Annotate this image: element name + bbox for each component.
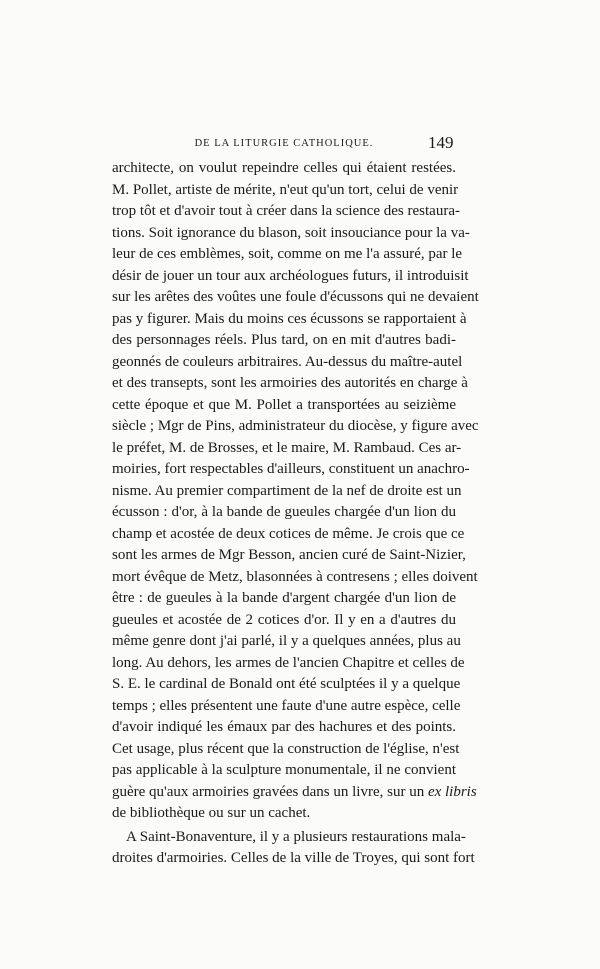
text-fragment: guère qu'aux armoiries gravées dans un livre, sur un bbox=[112, 783, 425, 800]
text-line: Cet usage, plus récent que la construction de l'église, n'est bbox=[112, 740, 460, 757]
text-line: mort évêque de Metz, blasonnées à contresens ; elles doivent bbox=[112, 568, 478, 585]
paragraph-first-line: A Saint-Bonaventure, il y a plusieurs restaurations mala- bbox=[126, 828, 466, 845]
text-line: droites d'armoiries. Celles de la ville de Troyes, qui sont fort bbox=[112, 850, 475, 866]
text-line: désir de jouer un tour aux archéologues futurs, il introduisit bbox=[112, 267, 469, 284]
text-line: siècle ; Mgr de Pins, administrateur du diocèse, y figure avec bbox=[112, 418, 479, 434]
text-line: architecte, on voulut repeindre celles qui étaient restées. bbox=[112, 160, 456, 176]
body-text bbox=[112, 158, 479, 870]
text-line: moiries, fort respectables d'ailleurs, constituent un anachro- bbox=[112, 461, 470, 477]
page-number: 149 bbox=[428, 133, 454, 152]
text-line: de bibliothèque ou sur un cachet. bbox=[112, 805, 311, 821]
text-line: pas applicable à la sculpture monumentale, il ne convient bbox=[112, 762, 456, 778]
text-line: gueules et acostée de 2 cotices d'or. Il y en a d'autres du bbox=[112, 611, 456, 628]
text-line: M. Pollet, artiste de mérite, n'eut qu'un tort, celui de venir bbox=[112, 181, 459, 198]
text-line: être : de gueules à la bande d'argent chargée d'un lion de bbox=[112, 590, 456, 606]
text-line: écusson : d'or, à la bande de gueules chargée d'un lion du bbox=[112, 504, 456, 520]
text-line: d'avoir indiqué les émaux par des hachures et des points. bbox=[112, 719, 456, 735]
text-line: sur les arêtes des voûtes une foule d'écussons qui ne devaient bbox=[112, 289, 479, 305]
text-line: et des transepts, sont les armoiries des autorités en charge à bbox=[112, 375, 468, 391]
ex-libris-italic: ex libris bbox=[427, 783, 477, 800]
text-line: temps ; elles présentent une faute d'une autre espèce, celle bbox=[112, 697, 461, 714]
text-line: long. Au dehors, les armes de l'ancien Chapitre et celles de bbox=[112, 654, 465, 671]
text-line: cette époque et que M. Pollet a transportées au seizième bbox=[112, 396, 456, 413]
text-line: pas y figurer. Mais du moins ces écussons se rapportaient à bbox=[112, 310, 467, 327]
text-line: leur de ces emblèmes, soit, comme on me l'a assuré, par le bbox=[112, 246, 463, 262]
text-line: sont les armes de Mgr Besson, ancien curé de Saint-Nizier, bbox=[112, 547, 466, 563]
text-line: nisme. Au premier compartiment de la nef de droite est un bbox=[112, 482, 462, 499]
text-line: champ et acostée de deux cotices de même. Je crois que ce bbox=[112, 525, 465, 542]
running-title: DE LA LITURGIE CATHOLIQUE. bbox=[194, 138, 374, 149]
text-line: le préfet, M. de Brosses, et le maire, M. Rambaud. Ces ar- bbox=[112, 439, 462, 456]
text-line: geonnés de couleurs arbitraires. Au-dessus du maître-autel bbox=[112, 353, 463, 370]
text-line: tions. Soit ignorance du blason, soit insouciance pour la va- bbox=[112, 224, 470, 241]
text-line: même genre dont j'ai parlé, il y a quelques années, plus au bbox=[112, 633, 461, 649]
text-line: S. E. le cardinal de Bonald ont été sculptées il y a quelque bbox=[112, 676, 461, 692]
text-line: des personnages réels. Plus tard, on en mit d'autres badi- bbox=[112, 332, 456, 348]
text-line-with-italic bbox=[112, 782, 477, 804]
text-line: trop tôt et d'avoir tout à créer dans la science des restaura- bbox=[112, 203, 460, 219]
